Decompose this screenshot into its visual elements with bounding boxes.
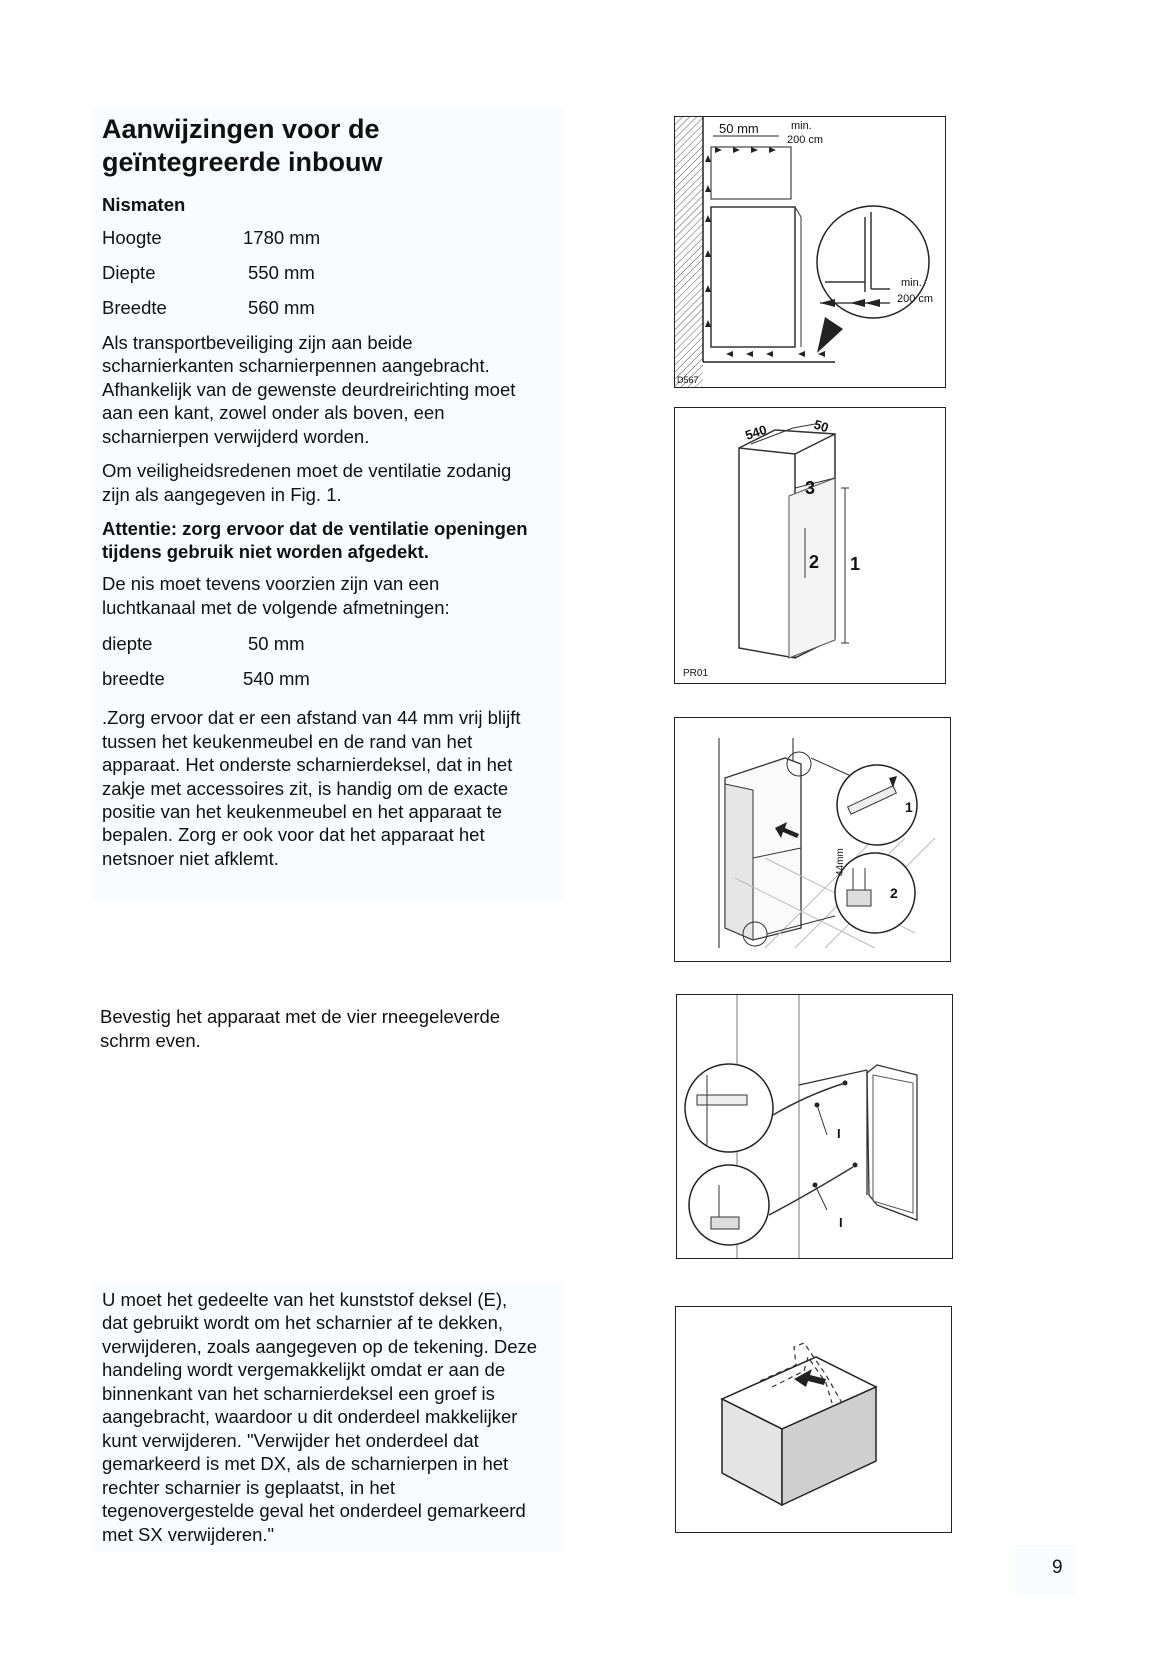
para6-line: binnenkant van het scharnierdeksel een groef is bbox=[102, 1383, 495, 1404]
fig2-label-1: 1 bbox=[850, 554, 861, 574]
duct-value-0: 50 mm bbox=[248, 633, 305, 654]
para3-line: De nis moet tevens voorzien zijn van een bbox=[102, 573, 440, 594]
figure-screws bbox=[676, 994, 953, 1259]
duct-value-1: 540 mm bbox=[243, 668, 310, 689]
fig3-gap-label: 44mm bbox=[835, 848, 846, 876]
para4-line: bepalen. Zorg er ook voor dat het apparaat het bbox=[102, 824, 485, 845]
figure-ventilation bbox=[674, 116, 946, 388]
para6-line: dat gebruikt wordt om het scharnier af te dekken, bbox=[102, 1312, 504, 1333]
fig4-mark-upper: I bbox=[837, 1126, 841, 1141]
para6-line: gemarkeerd is met DX, als de scharnierpen in het bbox=[102, 1453, 509, 1474]
para6-line: kunt verwijderen. "Verwijder het onderdeel dat bbox=[102, 1430, 479, 1451]
page-number-block bbox=[1015, 1545, 1075, 1595]
attention-line: tijdens gebruik niet worden afgedekt. bbox=[102, 541, 429, 562]
para2-line: Om veiligheidsredenen moet de ventilatie zodanig bbox=[102, 460, 512, 481]
figure-ventilation-drawing bbox=[675, 117, 945, 387]
figure-gap-drawing bbox=[675, 718, 950, 961]
para6-line: handeling wordt vergemakkelijkt omdat er aan de bbox=[102, 1359, 506, 1380]
para5-line: Bevestig het apparaat met de vier rneegeleverde bbox=[100, 1006, 501, 1027]
para6-line: U moet het gedeelte van het kunststof deksel (E), bbox=[102, 1289, 508, 1310]
attention-line: Attentie: zorg ervoor dat de ventilatie openingen bbox=[102, 518, 528, 539]
fig2-code: PR01 bbox=[683, 668, 709, 679]
duct-label-0: diepte bbox=[102, 633, 153, 654]
nismaten-value-0: 1780 mm bbox=[243, 227, 321, 248]
para1-line: Afhankelijk van de gewenste deurdreirichting moet bbox=[102, 379, 516, 400]
figure-niche-dimensions bbox=[674, 407, 946, 684]
para1-line: scharnierkanten scharnierpennen aangebracht. bbox=[102, 355, 490, 376]
fig2-dim-50: 50 bbox=[812, 416, 831, 436]
para4-line: .Zorg ervoor dat er een afstand van 44 mm vrij blijft bbox=[102, 707, 521, 728]
fig2-label-3: 3 bbox=[805, 478, 816, 498]
para4-line: tussen het keukenmeubel en de rand van het bbox=[102, 731, 473, 752]
fig1-top-dim: 50 mm bbox=[719, 121, 759, 136]
fig4-mark-lower: I bbox=[839, 1215, 843, 1230]
duct-label-1: breedte bbox=[102, 668, 165, 689]
para1-line: scharnierpen verwijderd worden. bbox=[102, 426, 370, 447]
para4-line: positie van het keukenmeubel en het apparaat te bbox=[102, 801, 503, 822]
fig2-label-2: 2 bbox=[809, 552, 820, 572]
figure-hinge-cover-drawing bbox=[676, 1307, 951, 1532]
fig3-label-2: 2 bbox=[890, 885, 898, 901]
page-title-line-1: Aanwijzingen voor de bbox=[102, 114, 380, 144]
para4-line: netsnoer niet afklemt. bbox=[102, 848, 279, 869]
para5-line: schrm even. bbox=[100, 1030, 201, 1051]
fig1-code: D567 bbox=[677, 375, 699, 385]
nismaten-label-0: Hoogte bbox=[102, 227, 162, 248]
para6-line: tegenovergestelde geval het onderdeel gemarkeerd bbox=[102, 1500, 526, 1521]
para4-line: apparaat. Het onderste scharnierdeksel, dat in het bbox=[102, 754, 513, 775]
fig1-area-top: 200 cm bbox=[787, 134, 824, 146]
fig1-min-zoom: min. bbox=[901, 277, 922, 289]
para4-line: zakje met accessoires zit, is handig om de exacte bbox=[102, 778, 509, 799]
figure-gap-44mm bbox=[674, 717, 951, 962]
para6-line: met SX verwijderen." bbox=[102, 1524, 275, 1545]
para3-line: luchtkanaal met de volgende afmetningen: bbox=[102, 597, 450, 618]
nismaten-label-1: Diepte bbox=[102, 262, 156, 283]
para6-line: rechter scharnier is geplaatst, in het bbox=[102, 1477, 396, 1498]
fig1-min-top: min. bbox=[791, 120, 812, 132]
para6-line: verwijderen, zoals aangegeven op de tekening. Deze bbox=[102, 1336, 538, 1357]
nismaten-value-2: 560 mm bbox=[248, 297, 315, 318]
para1-line: aan een kant, zowel onder als boven, een bbox=[102, 402, 445, 423]
nismaten-heading: Nismaten bbox=[102, 194, 186, 215]
page-number: 9 bbox=[1052, 1557, 1063, 1578]
page-title-line-2: geïntegreerde inbouw bbox=[102, 147, 383, 177]
para6-line: aangebracht, waardoor u dit onderdeel makkelijker bbox=[102, 1406, 518, 1427]
fig2-dim-540: 540 bbox=[743, 421, 769, 443]
para1-line: Als transportbeveiliging zijn aan beide bbox=[102, 332, 413, 353]
fig1-area-zoom: 200 cm bbox=[897, 293, 934, 305]
figure-screws-drawing bbox=[677, 995, 952, 1258]
nismaten-value-1: 550 mm bbox=[248, 262, 315, 283]
figure-niche-drawing bbox=[675, 408, 945, 683]
fig3-label-1: 1 bbox=[905, 799, 913, 815]
para2-line: zijn als aangegeven in Fig. 1. bbox=[102, 484, 342, 505]
nismaten-label-2: Breedte bbox=[102, 297, 167, 318]
figure-hinge-cover bbox=[675, 1306, 952, 1533]
